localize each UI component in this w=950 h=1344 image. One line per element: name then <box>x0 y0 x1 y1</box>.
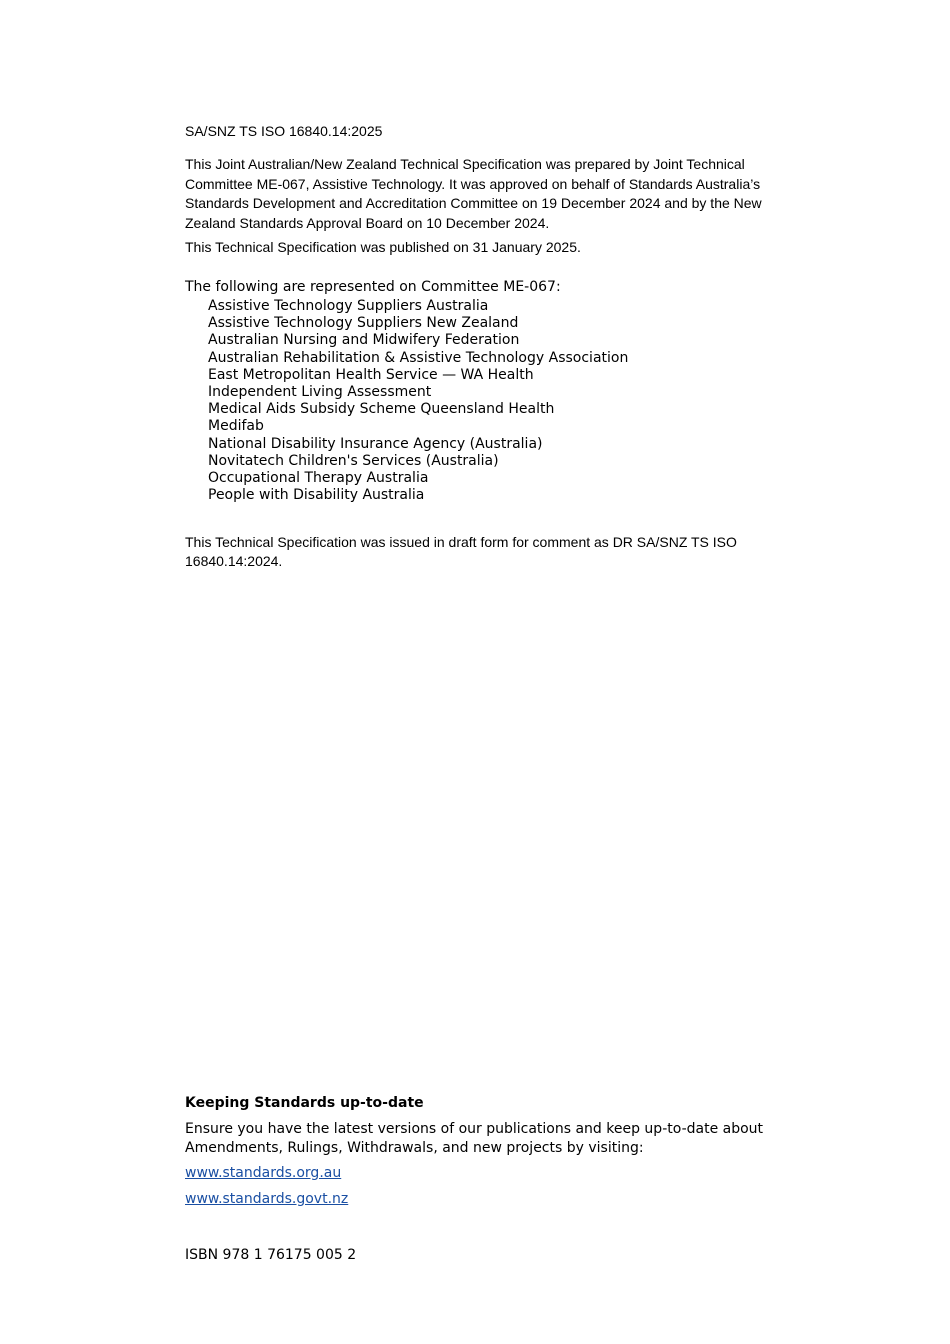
standard-designation: SA/SNZ TS ISO 16840.14:2025 <box>185 123 383 139</box>
isbn: ISBN 978 1 76175 005 2 <box>185 1247 357 1263</box>
standards-new-zealand-link[interactable]: www.standards.govt.nz <box>185 1191 349 1207</box>
keeping-up-to-date-paragraph: Ensure you have the latest versions of our publications and keep up-to-date about Amendments, Rulings, Withdrawals, and new projects by visiting: <box>185 1121 764 1156</box>
committee-member: Australian Nursing and Midwifery Federation <box>208 332 520 349</box>
standards-australia-link[interactable]: www.standards.org.au <box>185 1165 342 1181</box>
committee-member: East Metropolitan Health Service — WA Health <box>208 366 534 383</box>
preparation-paragraph: This Joint Australian/New Zealand Technical Specification was prepared by Joint Technical Committee ME-067, Assistive Technology. It was approved on behalf of Standards Australia’s Standards Development and Accreditation Committee on 19 December 2024 and by the New Zealand Standards Approval Board on 10 December 2024. <box>185 156 762 231</box>
committee-member: Assistive Technology Suppliers New Zealand <box>208 315 519 332</box>
committee-member: Assistive Technology Suppliers Australia <box>208 298 489 314</box>
committee-member: People with Disability Australia <box>208 487 425 504</box>
committee-intro: The following are represented on Committee ME-067: <box>185 279 561 295</box>
committee-member-list <box>208 298 628 504</box>
committee-member: Novitatech Children's Services (Australia) <box>208 452 499 469</box>
committee-member: Occupational Therapy Australia <box>208 470 429 487</box>
publication-date-line: This Technical Specification was published on 31 January 2025. <box>185 239 581 255</box>
committee-member: Medical Aids Subsidy Scheme Queensland Health <box>208 401 555 418</box>
committee-member: Medifab <box>208 418 264 435</box>
committee-member: Independent Living Assessment <box>208 384 432 401</box>
committee-member: National Disability Insurance Agency (Australia) <box>208 435 543 452</box>
keeping-up-to-date-heading: Keeping Standards up-to-date <box>185 1095 424 1111</box>
committee-member: Australian Rehabilitation & Assistive Technology Association <box>208 349 629 366</box>
draft-comment-paragraph: This Technical Specification was issued in draft form for comment as DR SA/SNZ TS ISO 16840.14:2024. <box>185 534 737 569</box>
